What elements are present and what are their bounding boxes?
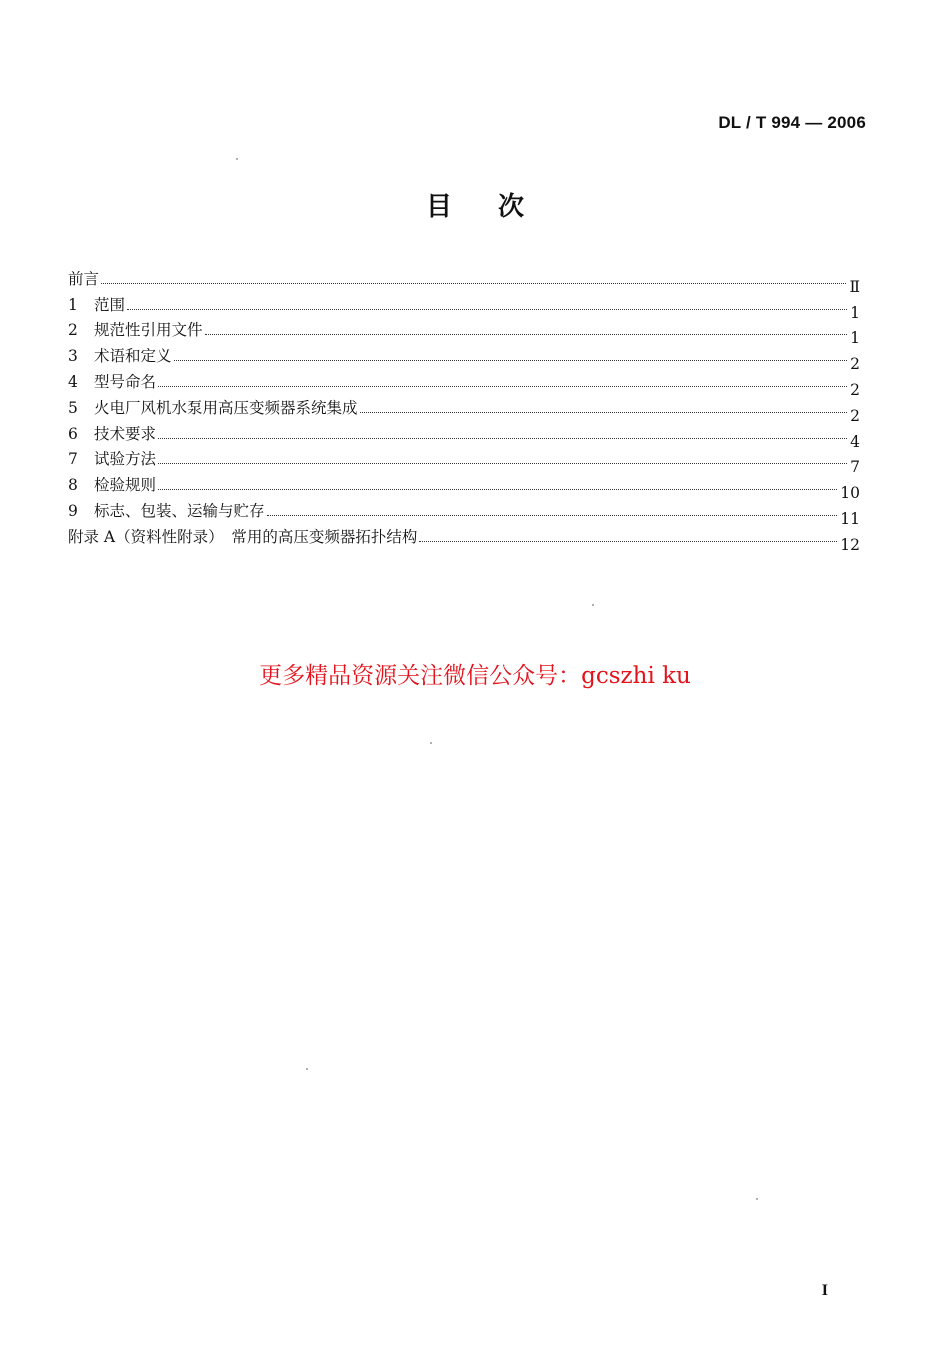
toc-entry-7[interactable] [68,443,860,477]
scan-speck [306,1068,308,1070]
toc-entry-label: 型号命名 [94,372,157,391]
toc-entry-page: 2 [850,380,860,399]
toc-entry-label: 标志、包装、运输与贮存 [94,501,265,520]
toc-entry-number: 3 [68,347,78,366]
toc-entry-8[interactable] [68,468,860,503]
toc-entry-page: 10 [840,484,860,503]
toc-entry-label: 术语和定义 [94,347,172,366]
toc-entry-page: Ⅱ [849,277,860,296]
toc-entry-foreword[interactable] [68,262,860,296]
toc-entry-page: 7 [850,458,860,477]
toc-leader [158,437,847,439]
title-char-1: 目 [425,192,452,222]
toc-entry-page: 4 [850,432,860,451]
toc-entry-9[interactable] [68,494,860,528]
toc-entry-page: 1 [850,303,860,322]
toc-entry-number: 4 [68,372,78,391]
toc-entry-label: 前言 [68,269,100,288]
toc-leader [158,488,837,490]
toc-entry-number: 9 [68,501,78,520]
toc-entry-page: 2 [850,406,860,425]
toc-leader [360,411,847,413]
toc-entry-5[interactable] [68,391,860,425]
toc-entry-number: 1 [68,295,78,314]
toc-entry-1[interactable] [68,288,860,322]
scan-speck [236,158,238,160]
toc-entry-label: 技术要求 [94,424,157,443]
table-of-contents [68,262,860,554]
toc-leader [174,359,847,361]
toc-entry-label: 附录 A（资料性附录） 常用的高压变频器拓扑结构 [68,527,418,546]
toc-entry-page: 2 [850,355,860,374]
toc-entry-label: 范围 [94,295,126,314]
scan-speck [756,1198,758,1200]
toc-entry-label: 试验方法 [94,450,157,469]
page-title [0,186,950,223]
toc-entry-page: 11 [840,509,860,528]
toc-entry-number: 5 [68,398,78,417]
toc-entry-3[interactable] [68,339,860,374]
toc-entry-page: 1 [850,329,860,348]
toc-leader [267,514,838,516]
scan-speck [430,742,432,744]
toc-entry-number: 2 [68,321,78,340]
toc-leader [158,462,847,464]
toc-entry-appendix-a[interactable] [68,520,860,554]
page-number: I [821,1282,828,1299]
promo-notice: 更多精品资源关注微信公众号：gcszhi ku [259,663,691,689]
toc-entry-number: 7 [68,450,78,469]
toc-leader [419,540,837,542]
toc-leader [205,333,847,335]
toc-entry-label: 检验规则 [94,476,157,495]
standard-code: DL / T 994 — 2006 [718,113,866,132]
toc-entry-number: 6 [68,424,78,443]
toc-entry-label: 火电厂风机水泵用高压变频器系统集成 [94,398,358,417]
toc-entry-2[interactable] [68,314,860,348]
scan-speck [592,604,594,606]
toc-entry-number: 8 [68,476,78,495]
toc-entry-label: 规范性引用文件 [94,321,203,340]
toc-entry-page: 12 [840,535,860,554]
title-char-2: 次 [498,192,525,222]
toc-entry-6[interactable] [68,417,860,451]
toc-entry-4[interactable] [68,365,860,399]
toc-leader [158,385,847,387]
toc-leader [101,282,846,284]
toc-leader [127,308,847,310]
